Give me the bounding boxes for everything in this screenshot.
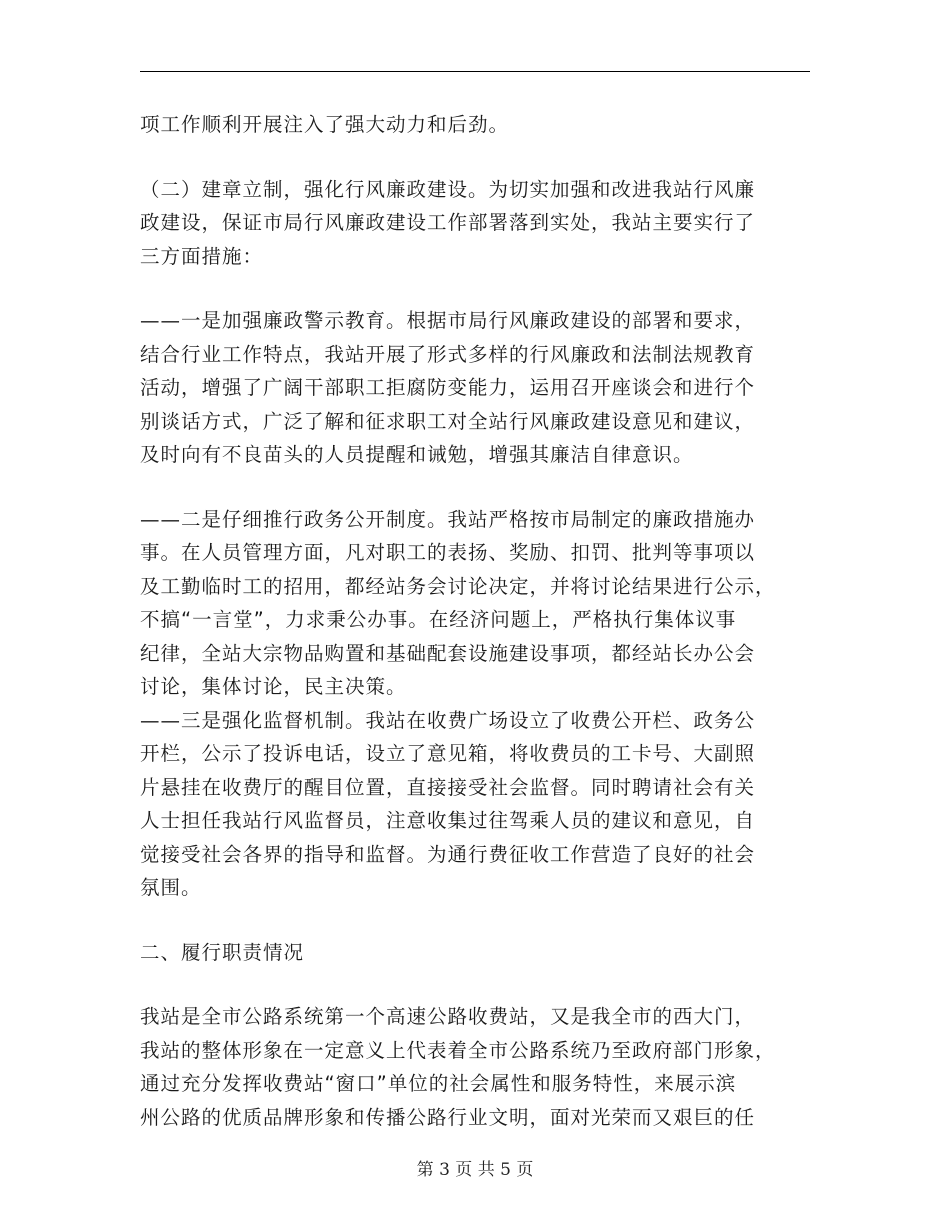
text-line: 及时向有不良苗头的人员提醒和诫勉，增强其廉洁自律意识。 xyxy=(140,443,694,466)
text-line: 及工勤临时工的招用，都经站务会讨论决定，并将讨论结果进行公示， xyxy=(140,574,776,598)
paragraph-gap xyxy=(140,969,812,1000)
text-line: ——三是强化监督机制。我站在收费广场设立了收费公开栏、政务公 xyxy=(140,708,756,732)
paragraph-gap xyxy=(140,142,812,173)
text-line: （二）建章立制，强化行风廉政建设。为切实加强和改进我站行风廉 xyxy=(140,177,756,201)
text-line: 通过充分发挥收费站“窗口”单位的社会属性和服务特性，来展示滨 xyxy=(140,1072,737,1095)
text-line: 项工作顺利开展注入了强大动力和后劲。 xyxy=(140,113,510,136)
text-line: 讨论，集体讨论，民主决策。 xyxy=(140,675,407,698)
text-line: 氛围。 xyxy=(140,876,202,899)
text-line: 觉接受社会各界的指导和监督。为通行费征收工作营造了良好的社会 xyxy=(140,842,756,866)
header-rule xyxy=(140,71,810,72)
text-line: 纪律，全站大宗物品购置和基础配套设施建设事项，都经站长办公会 xyxy=(140,641,756,665)
text-line: 人士担任我站行风监督员，注意收集过往驾乘人员的建议和意见，自 xyxy=(140,809,756,832)
paragraph-gap xyxy=(140,905,812,936)
page-number-footer: 第 3 页 共 5 页 xyxy=(416,1160,534,1180)
paragraph-gap xyxy=(140,472,812,503)
section-heading: 二、履行职责情况 xyxy=(140,940,305,964)
text-line: 州公路的优质品牌形象和传播公路行业文明，面对光荣而又艰巨的任 xyxy=(140,1105,756,1129)
paragraph-gap xyxy=(140,273,812,304)
text-line: 三方面措施： xyxy=(140,244,264,268)
text-line: ——一是加强廉政警示教育。根据市局行风廉政建设的部署和要求， xyxy=(140,309,756,332)
text-line: ——二是仔细推行政务公开制度。我站严格按市局制定的廉政措施办 xyxy=(140,507,756,531)
document-body xyxy=(140,108,812,1134)
text-line: 结合行业工作特点，我站开展了形式多样的行风廉政和法制法规教育 xyxy=(140,342,756,366)
text-line: 片悬挂在收费厅的醒目位置，直接接受社会监督。同时聘请社会有关 xyxy=(140,775,756,799)
text-line: 我站是全市公路系统第一个高速公路收费站，又是我全市的西大门， xyxy=(140,1005,756,1028)
text-line: 活动，增强了广阔干部职工拒腐防变能力，运用召开座谈会和进行个 xyxy=(140,376,756,399)
text-line: 政建设，保证市局行风廉政建设工作部署落到实处，我站主要实行了 xyxy=(140,211,756,234)
text-line: 事。在人员管理方面，凡对职工的表扬、奖励、扣罚、批判等事项以 xyxy=(140,541,756,564)
text-line: 开栏，公示了投诉电话，设立了意见箱，将收费员的工卡号、大副照 xyxy=(140,742,756,765)
text-line: 别谈话方式，广泛了解和征求职工对全站行风廉政建设意见和建议， xyxy=(140,409,756,433)
text-line: 我站的整体形象在一定意义上代表着全市公路系统乃至政府部门形象， xyxy=(140,1038,776,1062)
text-line: 不搞“一言堂”，力求秉公办事。在经济问题上，严格执行集体议事 xyxy=(140,608,737,631)
